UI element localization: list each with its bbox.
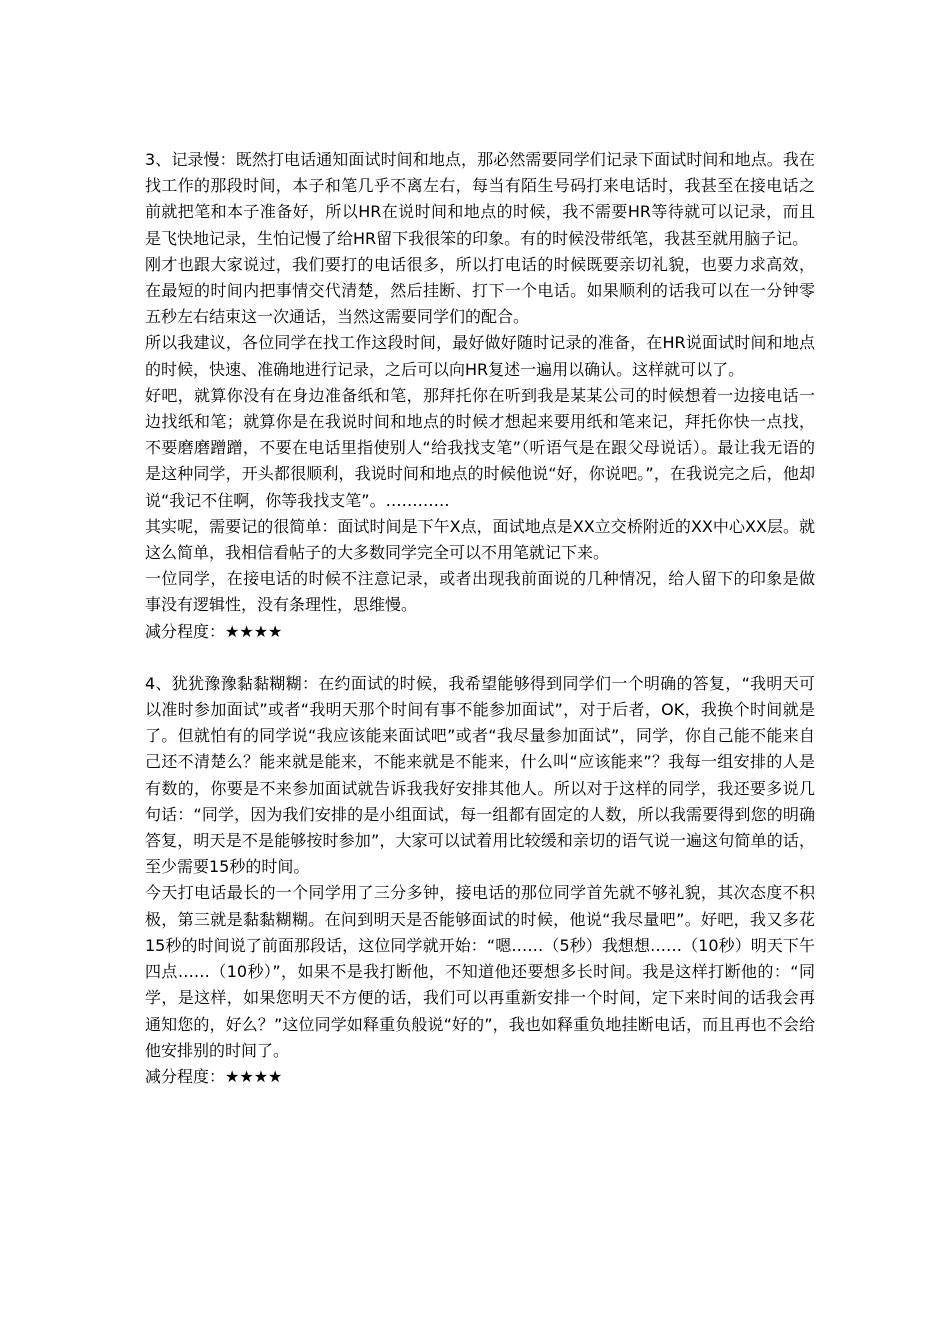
section3-paragraph: 好吧，就算你没有在身边准备纸和笔，那拜托你在听到我是某某公司的时候想着一边接电话一边找纸和笔；就算你是在我说时间和地点的时候才想起来要用纸和笔来记，拜托你快一点找，不要磨磨蹭蹭，不要在电话里指使别人“给我找支笔”（听语气是在跟父母说话）。最让我无语的是这种同学，开头都很顺利，我说时间和地点的时候他说“好，你说吧。”，在我说完之后，他却说“我记不住啊，你等我找支笔”。………… <box>145 385 815 510</box>
section-record-slowly <box>145 147 815 645</box>
section3-paragraph: 刚才也跟大家说过，我们要打的电话很多，所以打电话的时候既要亲切礼貌，也要力求高效，在最短的时间内把事情交代清楚，然后挂断、打下一个电话。如果顺利的话我可以在一分钟零五秒左右结束这一次通话，当然这需要同学们的配合。 <box>145 254 815 327</box>
section4-paragraph: 今天打电话最长的一个同学用了三分多钟，接电话的那位同学首先就不够礼貌，其次态度不积极，第三就是黏黏糊糊。在问到明天是否能够面试的时候，他说“我尽量吧”。好吧，我又多花15秒的时间说了前面那段话，这位同学就开始：“嗯……（5秒）我想想……（10秒）明天下午四点……（10秒）”，如果不是我打断他，不知道他还要想多长时间。我是这样打断他的：“同学，是这样，如果您明天不方便的话，我们可以再重新安排一个时间，定下来时间的话我会再通知您的，好么？”这位同学如释重负般说“好的”，我也如释重负地挂断电话，而且再也不会给他安排别的时间了。 <box>145 883 815 1060</box>
section4-heading-paragraph: 4、犹犹豫豫黏黏糊糊：在约面试的时候，我希望能够得到同学们一个明确的答复，“我明天可以准时参加面试”或者“我明天那个时间有事不能参加面试”，对于后者，OK，我换个时间就是了。但就怕有的同学说“我应该能来面试吧”或者“我尽量参加面试”，同学，你自己能不能来自己还不清楚么？能来就是能来，不能来就是不能来，什么叫“应该能来”？我每一组安排的人是有数的，你要是不来参加面试就告诉我我好安排其他人。所以对于这样的同学，我还要多说几句话：“同学，因为我们安排的是小组面试，每一组都有固定的人数，所以我需要得到您的明确答复，明天是不是能够按时参加”，大家可以试着用比较缓和亲切的语气说一遍这句简单的话，至少需要15秒的时间。 <box>145 673 815 877</box>
section3-paragraph: 一位同学，在接电话的时候不注意记录，或者出现我前面说的几种情况，给人留下的印象是做事没有逻辑性，没有条理性，思维慢。 <box>145 569 815 615</box>
section3-heading-paragraph: 3、记录慢：既然打电话通知面试时间和地点，那必然需要同学们记录下面试时间和地点。我在找工作的那段时间，本子和笔几乎不离左右，每当有陌生号码打来电话时，我甚至在接电话之前就把笔和本子准备好，所以HR在说时间和地点的时候，我不需要HR等待就可以记录，而且是飞快地记录，生怕记慢了给HR留下我很笨的印象。有的时候没带纸笔，我甚至就用脑子记。 <box>145 150 815 248</box>
section-hesitant <box>145 671 815 1090</box>
section-gap <box>145 645 815 671</box>
section3-rating: 减分程度：★★★★ <box>145 621 283 641</box>
section3-paragraph: 所以我建议，各位同学在找工作这段时间，最好做好随时记录的准备，在HR说面试时间和地点的时候，快速、准确地进行记录，之后可以向HR复述一遍用以确认。这样就可以了。 <box>145 333 815 379</box>
document-page <box>145 147 815 1090</box>
section3-paragraph: 其实呢，需要记的很简单：面试时间是下午X点，面试地点是XX立交桥附近的XX中心XX层。就这么简单，我相信看帖子的大多数同学完全可以不用笔就记下来。 <box>145 516 815 563</box>
section4-rating: 减分程度：★★★★ <box>145 1066 283 1086</box>
